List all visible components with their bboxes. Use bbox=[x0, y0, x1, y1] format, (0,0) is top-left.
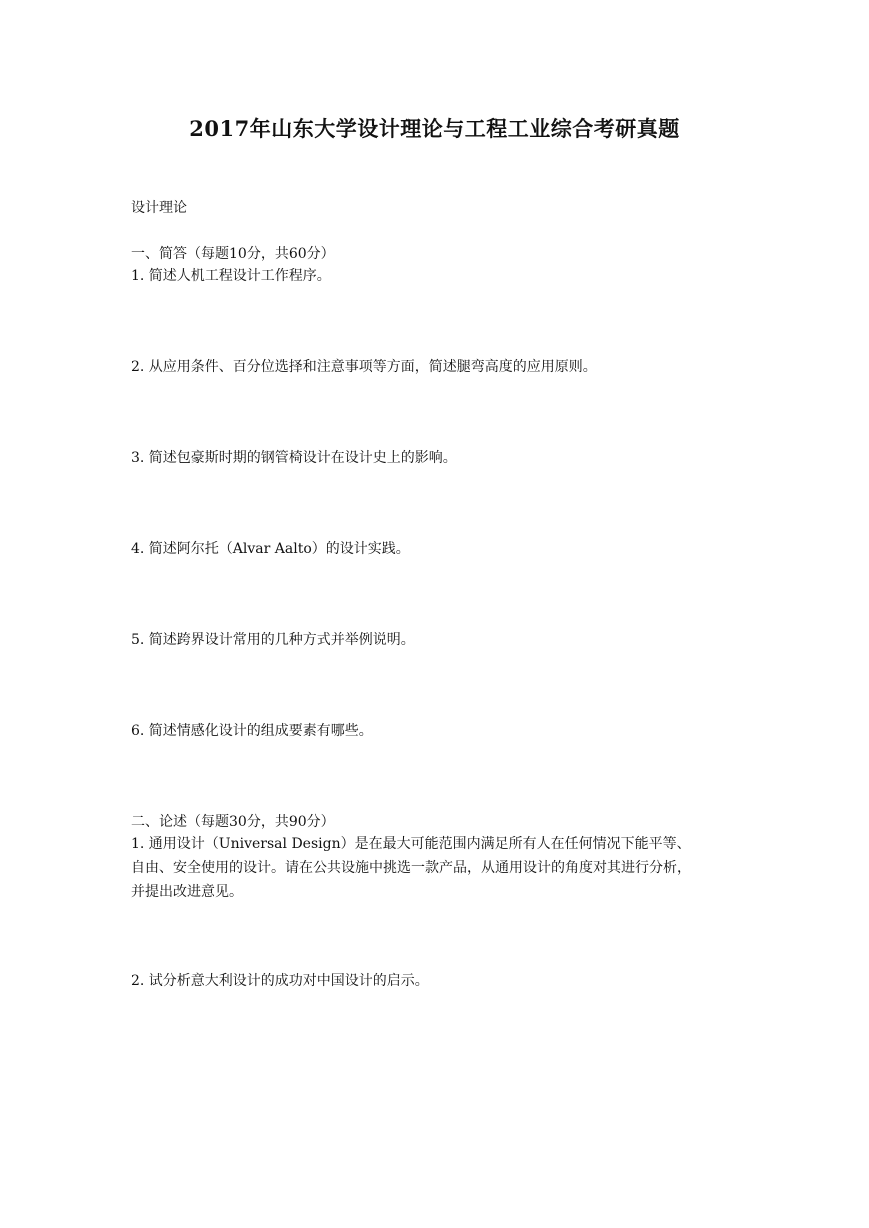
subject-heading: 设计理论 bbox=[131, 200, 187, 216]
section2-heading: 二、论述（每题30分，共90分） bbox=[131, 814, 335, 830]
question-1-6: 6. 简述情感化设计的组成要素有哪些。 bbox=[131, 723, 373, 739]
question-1-5: 5. 简述跨界设计常用的几种方式并举例说明。 bbox=[131, 632, 415, 648]
question-2-1-line-1: 1. 通用设计（Universal Design）是在最大可能范围内满足所有人在任何情况下能平等、 bbox=[131, 836, 691, 852]
question-2-1-line-2: 自由、安全使用的设计。请在公共设施中挑选一款产品，从通用设计的角度对其进行分析， bbox=[131, 860, 691, 876]
question-1-4: 4. 简述阿尔托（Alvar Aalto）的设计实践。 bbox=[131, 541, 410, 557]
question-2-2: 2. 试分析意大利设计的成功对中国设计的启示。 bbox=[131, 973, 429, 989]
question-2-1 bbox=[131, 832, 743, 904]
question-2-1-line-3: 并提出改进意见。 bbox=[131, 884, 243, 900]
question-1-1: 1. 简述人机工程设计工作程序。 bbox=[131, 268, 331, 284]
section1-heading: 一、简答（每题10分，共60分） bbox=[131, 246, 335, 262]
page-title: 2017年山东大学设计理论与工程工业综合考研真题 bbox=[189, 116, 680, 141]
question-1-3: 3. 简述包豪斯时期的钢管椅设计在设计史上的影响。 bbox=[131, 450, 457, 466]
question-1-2: 2. 从应用条件、百分位选择和注意事项等方面，简述腿弯高度的应用原则。 bbox=[131, 359, 597, 375]
